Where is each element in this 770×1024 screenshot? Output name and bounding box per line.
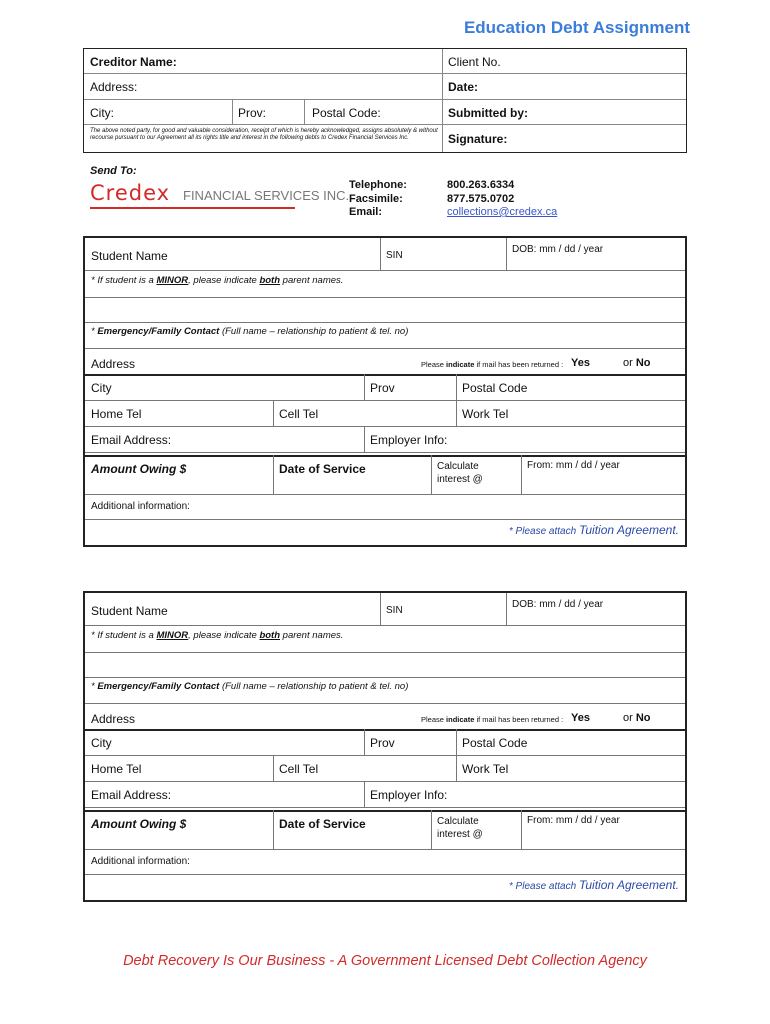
creditor-header-table [83,48,687,153]
mail-returned-yes[interactable]: Yes [571,712,590,724]
prov-field[interactable]: Prov [370,736,395,750]
footer-tagline: Debt Recovery Is Our Business - A Government Licensed Debt Collection Agency [123,953,647,969]
city-field[interactable]: City [91,736,112,750]
student-name-field[interactable]: Student Name [91,604,168,618]
prov-field[interactable]: Prov: [238,106,267,120]
dob-field[interactable]: DOB: mm / dd / year [512,599,604,610]
address-field[interactable]: Address [91,357,136,371]
attach-tuition-note: * Please attach Tuition Agreement. [508,523,679,537]
additional-info-field[interactable]: Additional information: [91,856,190,867]
svg-text:FINANCIAL SERVICES INC.: FINANCIAL SERVICES INC. [183,188,350,203]
minor-note: * If student is a MINOR, please indicate both parent names. [91,630,344,641]
mail-returned-no[interactable]: or No [623,712,651,724]
amount-owing-field[interactable]: Amount Owing $ [91,817,187,831]
mail-returned-no[interactable]: or No [623,357,651,369]
attach-tuition-note: * Please attach Tuition Agreement. [508,878,679,892]
sin-field[interactable]: SIN [386,250,403,261]
postal-code-field[interactable]: Postal Code [462,736,528,750]
client-no-field[interactable]: Client No. [448,55,501,69]
dob-field[interactable]: DOB: mm / dd / year [512,244,604,255]
parent-names-field[interactable] [91,302,681,318]
from-date-field[interactable]: From: mm / dd / year [527,460,620,471]
contact-values [447,179,557,220]
send-to-label: Send To: [90,165,137,177]
home-tel-field[interactable]: Home Tel [91,407,142,421]
date-of-service-field[interactable]: Date of Service [279,817,366,831]
cell-tel-field[interactable]: Cell Tel [279,762,319,776]
postal-code-field[interactable]: Postal Code: [312,106,381,120]
page-title: Education Debt Assignment [463,18,690,37]
address-field[interactable]: Address [91,712,136,726]
parent-names-field[interactable] [91,657,681,673]
cell-tel-field[interactable]: Cell Tel [279,407,319,421]
calculate-interest-field[interactable]: Calculate interest @ [437,816,483,840]
employer-info-field[interactable]: Employer Info: [370,433,448,447]
submitted-by-field[interactable]: Submitted by: [448,106,528,120]
date-field[interactable]: Date: [448,80,479,94]
sin-field[interactable]: SIN [386,605,403,616]
telephone-value: 800.263.6334 [447,179,515,191]
email-address-field[interactable]: Email Address: [91,788,172,802]
creditor-name-field[interactable]: Creditor Name: [90,55,177,69]
student-name-field[interactable]: Student Name [91,249,168,263]
work-tel-field[interactable]: Work Tel [462,407,509,421]
mail-returned-note: Please indicate if mail has been returned : [421,715,564,724]
home-tel-field[interactable]: Home Tel [91,762,142,776]
city-field[interactable]: City: [90,106,114,120]
facsimile-value: 877.575.0702 [447,192,515,205]
email-link[interactable]: collections@credex.ca [447,206,558,218]
city-field[interactable]: City [91,381,112,395]
emergency-contact-field[interactable]: * Emergency/Family Contact (Full name – relationship to patient & tel. no) [91,326,409,337]
prov-field[interactable]: Prov [370,381,395,395]
employer-info-field[interactable]: Employer Info: [370,788,448,802]
credex-logo [90,180,350,214]
amount-owing-field[interactable]: Amount Owing $ [91,462,187,476]
contact-labels [349,179,407,220]
minor-note: * If student is a MINOR, please indicate both parent names. [91,275,344,286]
date-of-service-field[interactable]: Date of Service [279,462,366,476]
telephone-label: Telephone: [349,179,407,191]
disclaimer-text: The above noted party, for good and valuable consideration, receipt of which is hereby acknowledged, assigns absolutely & without recourse pursuant to our Agreement all its rights title and interest in the following debts to Credex Financial Services Inc. [90,128,438,141]
work-tel-field[interactable]: Work Tel [462,762,509,776]
facsimile-label: Facsimile: [349,192,403,205]
signature-field[interactable]: Signature: [448,132,508,146]
mail-returned-yes[interactable]: Yes [571,357,590,369]
from-date-field[interactable]: From: mm / dd / year [527,815,620,826]
calculate-interest-field[interactable]: Calculate interest @ [437,461,483,485]
emergency-contact-field[interactable]: * Emergency/Family Contact (Full name – relationship to patient & tel. no) [91,681,409,692]
student-form-1 [83,236,687,547]
student-form-2 [83,591,687,902]
postal-code-field[interactable]: Postal Code [462,381,528,395]
additional-info-field[interactable]: Additional information: [91,501,190,512]
mail-returned-note: Please indicate if mail has been returned : [421,360,564,369]
address-field[interactable]: Address: [90,80,138,94]
email-address-field[interactable]: Email Address: [91,433,172,447]
email-label: Email: [349,206,383,218]
svg-text:Credex: Credex [90,181,171,205]
